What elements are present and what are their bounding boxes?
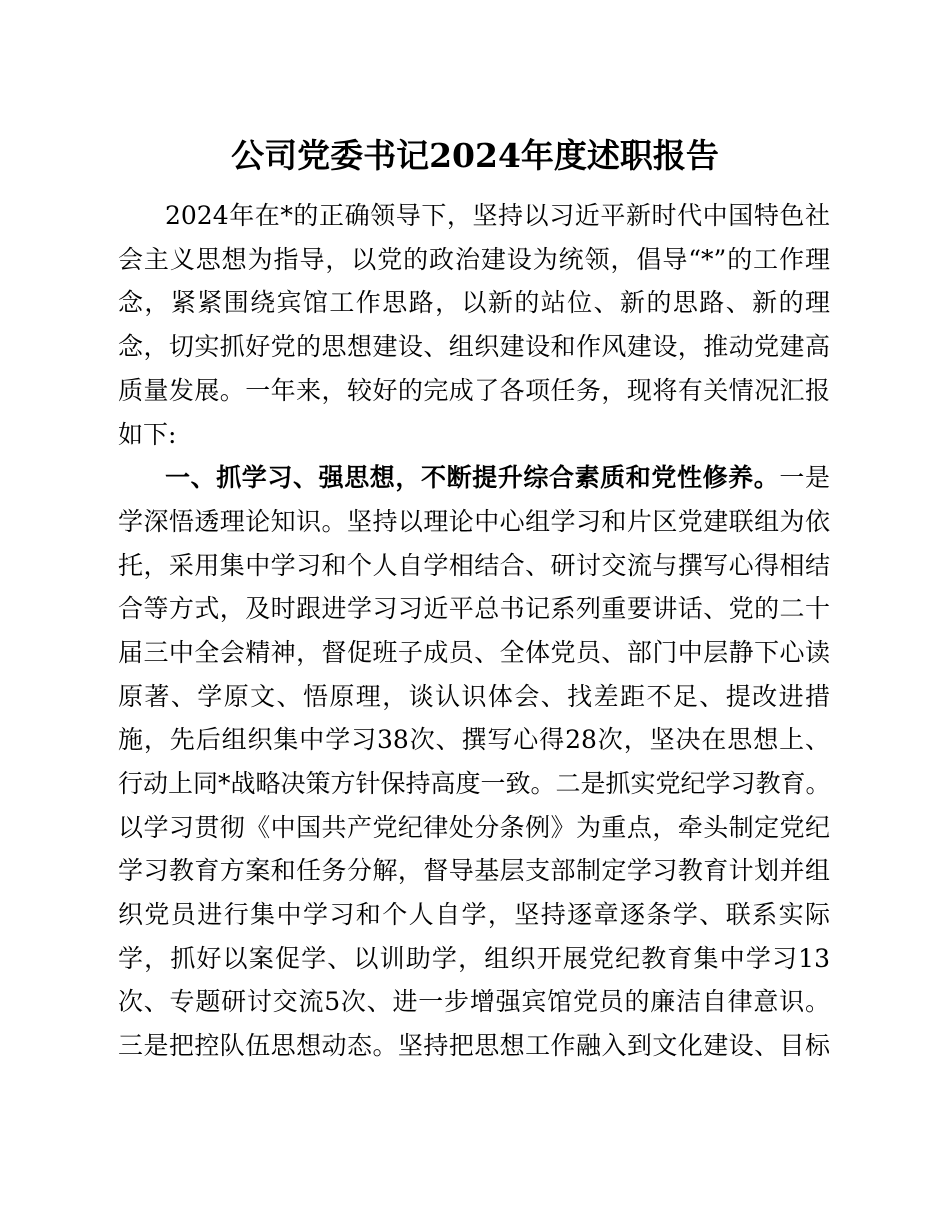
paragraph-2-line-7: 施，先后组织集中学习38次、撰写心得28次，坚决在思想上、: [118, 725, 830, 754]
paragraph-2-line-9: 以学习贯彻《中国共产党纪律处分条例》为重点，牵头制定党纪: [118, 813, 830, 842]
paragraph-2-line-13: 次、专题研讨交流5次、进一步增强宾馆党员的廉洁自律意识。: [118, 987, 830, 1016]
paragraph-2-line-2: 学深悟透理论知识。坚持以理论中心组学习和片区党建联组为依: [118, 507, 830, 536]
paragraph-2-line-14: 三是把控队伍思想动态。坚持把思想工作融入到文化建设、目标: [118, 1031, 830, 1060]
paragraph-2-line-11: 织党员进行集中学习和个人自学，坚持逐章逐条学、联系实际: [118, 900, 830, 929]
paragraph-2-line-10: 学习教育方案和任务分解，督导基层支部制定学习教育计划并组: [118, 856, 830, 885]
paragraph-1-line-5: 质量发展。一年来，较好的完成了各项任务，现将有关情况汇报: [118, 376, 830, 405]
paragraph-2-line-1-rest: 一是: [779, 463, 830, 492]
paragraph-2-line-1: [165, 461, 830, 495]
paragraph-2-line-6: 原著、学原文、悟原理，谈认识体会、找差距不足、提改进措: [118, 682, 830, 711]
paragraph-1-line-2: 会主义思想为指导，以党的政治建设为统领，倡导“*”的工作理: [118, 245, 830, 274]
section-heading: 一、抓学习、强思想，不断提升综合素质和党性修养。: [165, 463, 780, 492]
paragraph-2-line-3: 托，采用集中学习和个人自学相结合、研讨交流与撰写心得相结: [118, 551, 830, 580]
paragraph-2-line-8: 行动上同*战略决策方针保持高度一致。二是抓实党纪学习教育。: [118, 769, 831, 798]
document-title: 公司党委书记2024年度述职报告: [231, 136, 719, 175]
paragraph-1-line-1: 2024年在*的正确领导下，坚持以习近平新时代中国特色社: [165, 201, 830, 230]
paragraph-1-line-3: 念，紧紧围绕宾馆工作思路，以新的站位、新的思路、新的理: [118, 288, 830, 317]
paragraph-1-line-6: 如下:: [118, 420, 177, 449]
paragraph-1-line-4: 念，切实抓好党的思想建设、组织建设和作风建设，推动党建高: [118, 332, 830, 361]
paragraph-2-line-4: 合等方式，及时跟进学习习近平总书记系列重要讲话、党的二十: [118, 594, 830, 623]
paragraph-2-line-12: 学，抓好以案促学、以训助学，组织开展党纪教育集中学习13: [118, 944, 830, 973]
paragraph-2-line-5: 届三中全会精神，督促班子成员、全体党员、部门中层静下心读: [118, 638, 830, 667]
